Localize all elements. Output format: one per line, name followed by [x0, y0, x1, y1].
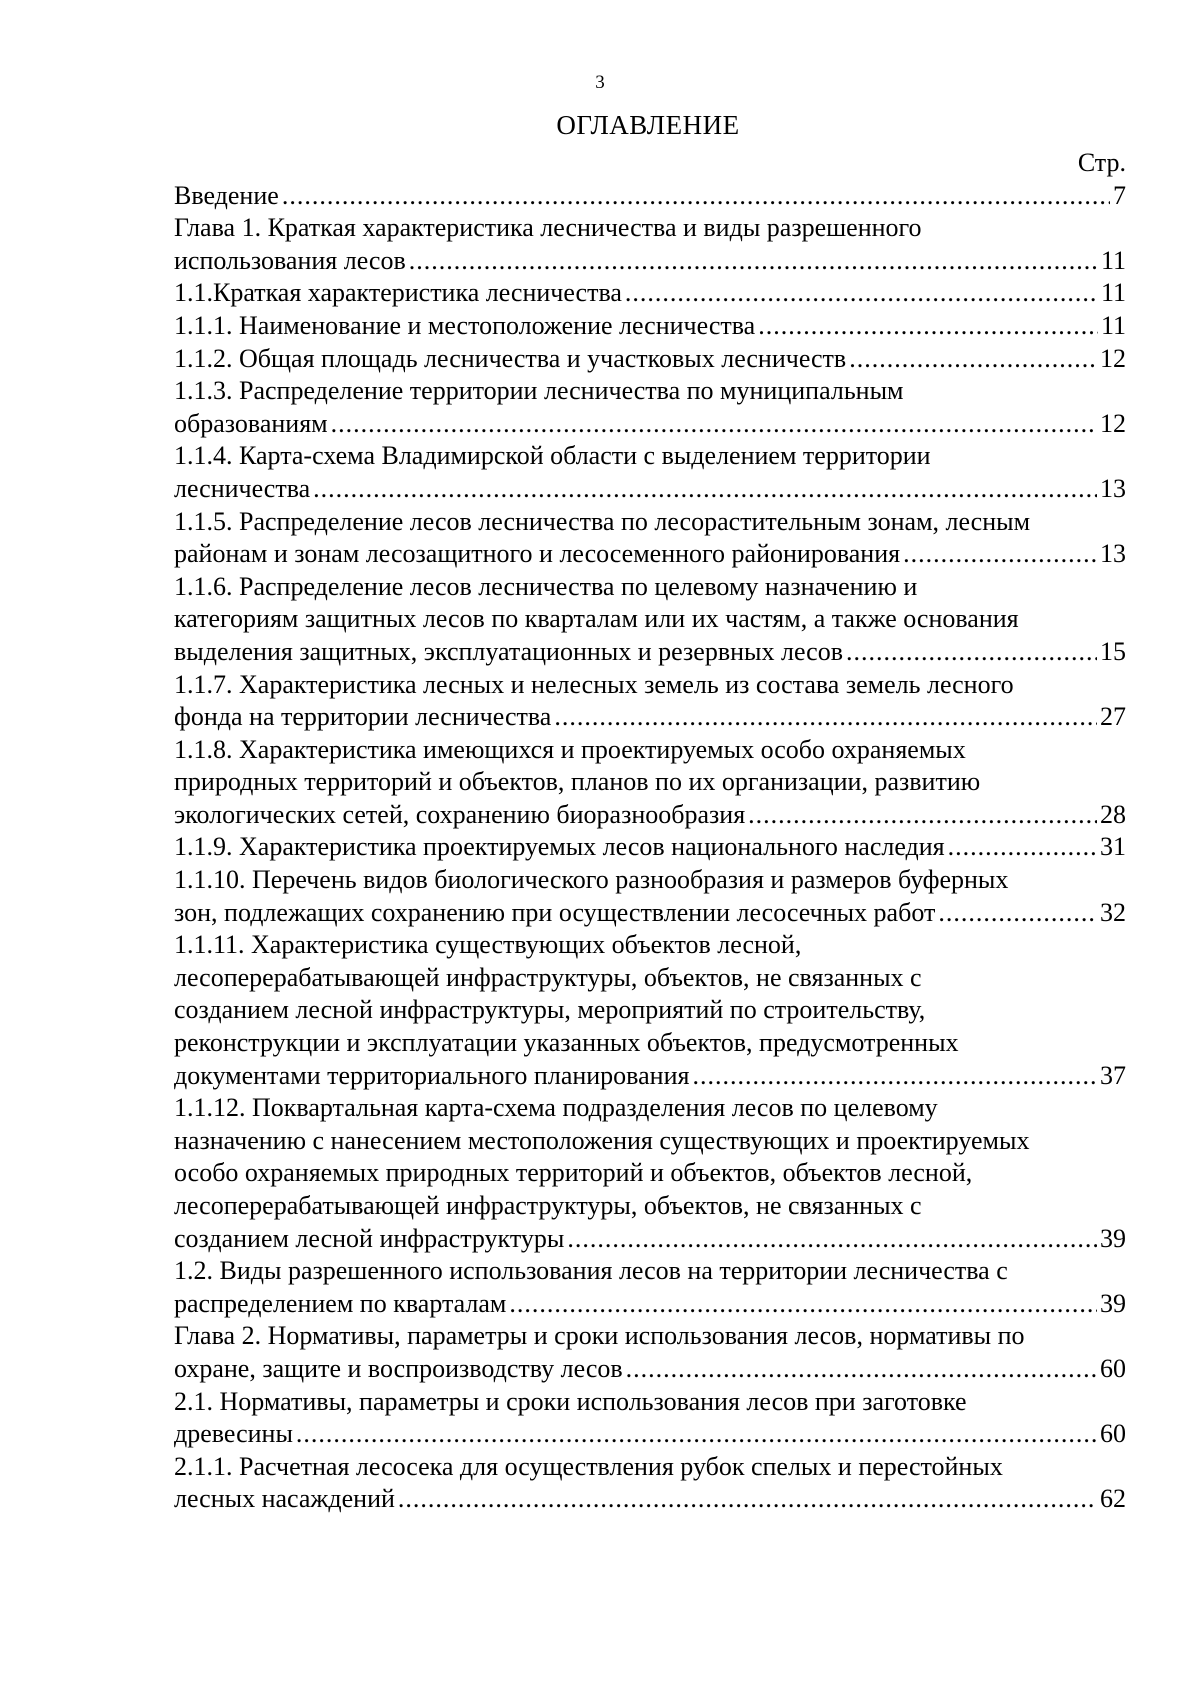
- toc-entry: [174, 343, 1126, 376]
- toc-page-number: 28: [1100, 799, 1126, 829]
- toc-entry-last-line: [174, 277, 1126, 310]
- toc-entry-line: 1.1.3. Распределение территории лесничества по муниципальным: [174, 376, 904, 406]
- toc-entry-last-line: [174, 1353, 1126, 1386]
- toc-entry-text: охране, защите и воспроизводству лесов: [174, 1353, 623, 1383]
- toc-page-number: 11: [1100, 278, 1126, 308]
- toc-entry-line: Глава 2. Нормативы, параметры и сроки использования лесов, нормативы по: [174, 1321, 1025, 1351]
- dot-leader: [409, 245, 1098, 278]
- toc-entry-line: категориям защитных лесов по кварталам или их частям, а также основания: [174, 604, 1019, 634]
- dot-leader: [948, 831, 1097, 864]
- toc-page-number: 15: [1100, 636, 1126, 666]
- toc-entry-last-line: [174, 310, 1126, 343]
- toc-entry-text: Краткая характеристика лесничества: [213, 278, 622, 308]
- toc-page-number: 31: [1100, 832, 1126, 862]
- toc-entry: [174, 929, 1126, 1092]
- toc-entry-line: 1.1.6. Распределение лесов лесничества по целевому назначению и: [174, 571, 918, 601]
- toc-entry-text: экологических сетей, сохранению биоразнообразия: [174, 799, 746, 829]
- dot-leader: [938, 897, 1097, 930]
- toc-entry: [174, 1092, 1126, 1255]
- toc-entry-last-line: [174, 799, 1126, 832]
- dot-leader: [331, 408, 1097, 441]
- dot-leader: [626, 1353, 1097, 1386]
- toc-entry-text: документами территориального планирования: [174, 1060, 690, 1090]
- dot-leader: [846, 636, 1097, 669]
- toc-entry-last-line: [174, 408, 1126, 441]
- dot-leader: [296, 1418, 1097, 1451]
- dot-leader: [509, 1288, 1097, 1321]
- toc-entry-line: 1.1.4. Карта-схема Владимирской области с выделением территории: [174, 441, 931, 471]
- toc-entry-line: лесоперерабатывающей инфраструктуры, объектов, не связанных с: [174, 962, 922, 992]
- toc-entry-line: 1.1.7. Характеристика лесных и нелесных земель из состава земель лесного: [174, 669, 1014, 699]
- toc-title: ОГЛАВЛЕНИЕ: [556, 110, 740, 140]
- toc-entry-text: распределением по кварталам: [174, 1288, 507, 1318]
- dot-leader: [903, 538, 1097, 571]
- toc-entry: [174, 440, 1126, 505]
- page-number: 3: [595, 72, 605, 93]
- toc-page-number: 7: [1113, 180, 1126, 210]
- toc-page-number: 60: [1100, 1353, 1126, 1383]
- toc-entry-line: 1.1.10. Перечень видов биологического разнообразия и размеров буферных: [174, 865, 1009, 895]
- toc-entry-last-line: [174, 343, 1126, 376]
- toc-page-number: 11: [1100, 310, 1126, 340]
- toc-page-number: 12: [1100, 343, 1126, 373]
- toc-entry-text: древесины: [174, 1419, 293, 1449]
- toc-entry: [174, 310, 1126, 343]
- table-of-contents: [174, 147, 1126, 1516]
- toc-entry: [174, 734, 1126, 832]
- toc-entry: [174, 1386, 1126, 1451]
- toc-entry-line: 1.1.8. Характеристика имеющихся и проектируемых особо охраняемых: [174, 734, 966, 764]
- toc-entry-text: выделения защитных, эксплуатационных и резервных лесов: [174, 636, 843, 666]
- toc-entry: [174, 831, 1126, 864]
- dot-leader: [282, 180, 1110, 213]
- toc-entry-line: природных территорий и объектов, планов по их организации, развитию: [174, 767, 981, 797]
- toc-entry-line: 2.1.1. Расчетная лесосека для осуществления рубок спелых и перестойных: [174, 1451, 1003, 1481]
- toc-entry-line: 1.2. Виды разрешенного использования лесов на территории лесничества с: [174, 1256, 1008, 1286]
- toc-entry-line: особо охраняемых природных территорий и объектов, объектов лесной,: [174, 1158, 973, 1188]
- toc-entry-line: созданием лесной инфраструктуры, мероприятий по строительству,: [174, 995, 926, 1025]
- toc-page-number: 13: [1100, 473, 1126, 503]
- toc-entry-last-line: [174, 538, 1126, 571]
- toc-entry-last-line: [174, 180, 1126, 213]
- toc-page-number: 39: [1100, 1223, 1126, 1253]
- dot-leader: [313, 473, 1097, 506]
- page-column-label: Стр.: [1077, 148, 1126, 177]
- toc-page-number: 12: [1100, 408, 1126, 438]
- toc-entry-line: лесоперерабатывающей инфраструктуры, объектов, не связанных с: [174, 1191, 922, 1220]
- toc-entry-last-line: [174, 1418, 1126, 1451]
- toc-entry-last-line: [174, 831, 1126, 864]
- toc-entry-text: созданием лесной инфраструктуры: [174, 1223, 565, 1253]
- dot-leader: [398, 1483, 1097, 1516]
- toc-entry-last-line: [174, 897, 1126, 930]
- toc-entry: [174, 1320, 1126, 1385]
- dot-leader: [567, 1223, 1097, 1256]
- toc-entry: [174, 1255, 1126, 1320]
- dot-leader: [692, 1060, 1097, 1093]
- toc-entry-number: 1.1.: [174, 278, 213, 308]
- toc-entry-last-line: [174, 245, 1126, 278]
- toc-entry: [174, 506, 1126, 571]
- toc-entry: [174, 864, 1126, 929]
- toc-entry: [174, 375, 1126, 440]
- toc-entry-text: 1.1.9. Характеристика проектируемых лесов национального наследия: [174, 832, 945, 862]
- toc-page-number: 60: [1100, 1419, 1126, 1449]
- toc-entry-text: 1.1.2. Общая площадь лесничества и участковых лесничеств: [174, 343, 847, 373]
- toc-entry-line: назначению с нанесением местоположения существующих и проектируемых: [174, 1125, 1030, 1155]
- toc-entry-last-line: [174, 701, 1126, 734]
- toc-page-number: 11: [1100, 245, 1126, 275]
- dot-leader: [748, 799, 1097, 832]
- toc-entry: [174, 669, 1126, 734]
- toc-entry-text: фонда на территории лесничества: [174, 702, 552, 732]
- dot-leader: [849, 343, 1097, 376]
- toc-entry-text: районам и зонам лесозащитного и лесосеменного районирования: [174, 539, 901, 569]
- toc-page-number: 37: [1100, 1060, 1126, 1090]
- dot-leader: [758, 310, 1098, 343]
- toc-entry-text: лесных насаждений: [174, 1484, 395, 1514]
- toc-entry-line: реконструкции и эксплуатации указанных объектов, предусмотренных: [174, 1028, 959, 1058]
- toc-page-number: 27: [1100, 702, 1126, 732]
- toc-entry-last-line: [174, 473, 1126, 506]
- toc-entry: [174, 1451, 1126, 1516]
- toc-entry-text: зон, подлежащих сохранению при осуществлении лесосечных работ: [174, 897, 936, 927]
- toc-page-number: 62: [1100, 1484, 1126, 1514]
- toc-entry-text: лесничества: [174, 473, 311, 503]
- toc-entry: [174, 571, 1126, 669]
- toc-page-number: 39: [1100, 1288, 1126, 1318]
- toc-entry-last-line: [174, 1060, 1126, 1093]
- toc-entry-line: 1.1.11. Характеристика существующих объектов лесной,: [174, 930, 802, 960]
- toc-page-number: 13: [1100, 539, 1126, 569]
- toc-page-number: 32: [1100, 897, 1126, 927]
- toc-entry: [174, 180, 1126, 213]
- toc-entry-text: образованиям: [174, 408, 328, 438]
- toc-entry-line: 1.1.12. Поквартальная карта-схема подразделения лесов по целевому: [174, 1093, 938, 1123]
- dot-leader: [625, 277, 1098, 310]
- toc-entry-line: 1.1.5. Распределение лесов лесничества по лесорастительным зонам, лесным: [174, 506, 1031, 536]
- toc-entry-last-line: [174, 1483, 1126, 1516]
- toc-entry-line: 2.1. Нормативы, параметры и сроки использования лесов при заготовке: [174, 1386, 967, 1416]
- toc-entry: [174, 212, 1126, 277]
- toc-entry-last-line: [174, 1223, 1126, 1256]
- dot-leader: [554, 701, 1097, 734]
- toc-entry-line: Глава 1. Краткая характеристика лесничества и виды разрешенного: [174, 213, 922, 243]
- toc-entry-text: 1.1.1. Наименование и местоположение лесничества: [174, 310, 756, 340]
- toc-entry-last-line: [174, 636, 1126, 669]
- toc-entry-last-line: [174, 1288, 1126, 1321]
- toc-entry-text: Введение: [174, 180, 279, 210]
- toc-entry: [174, 277, 1126, 310]
- toc-entry-text: использования лесов: [174, 245, 406, 275]
